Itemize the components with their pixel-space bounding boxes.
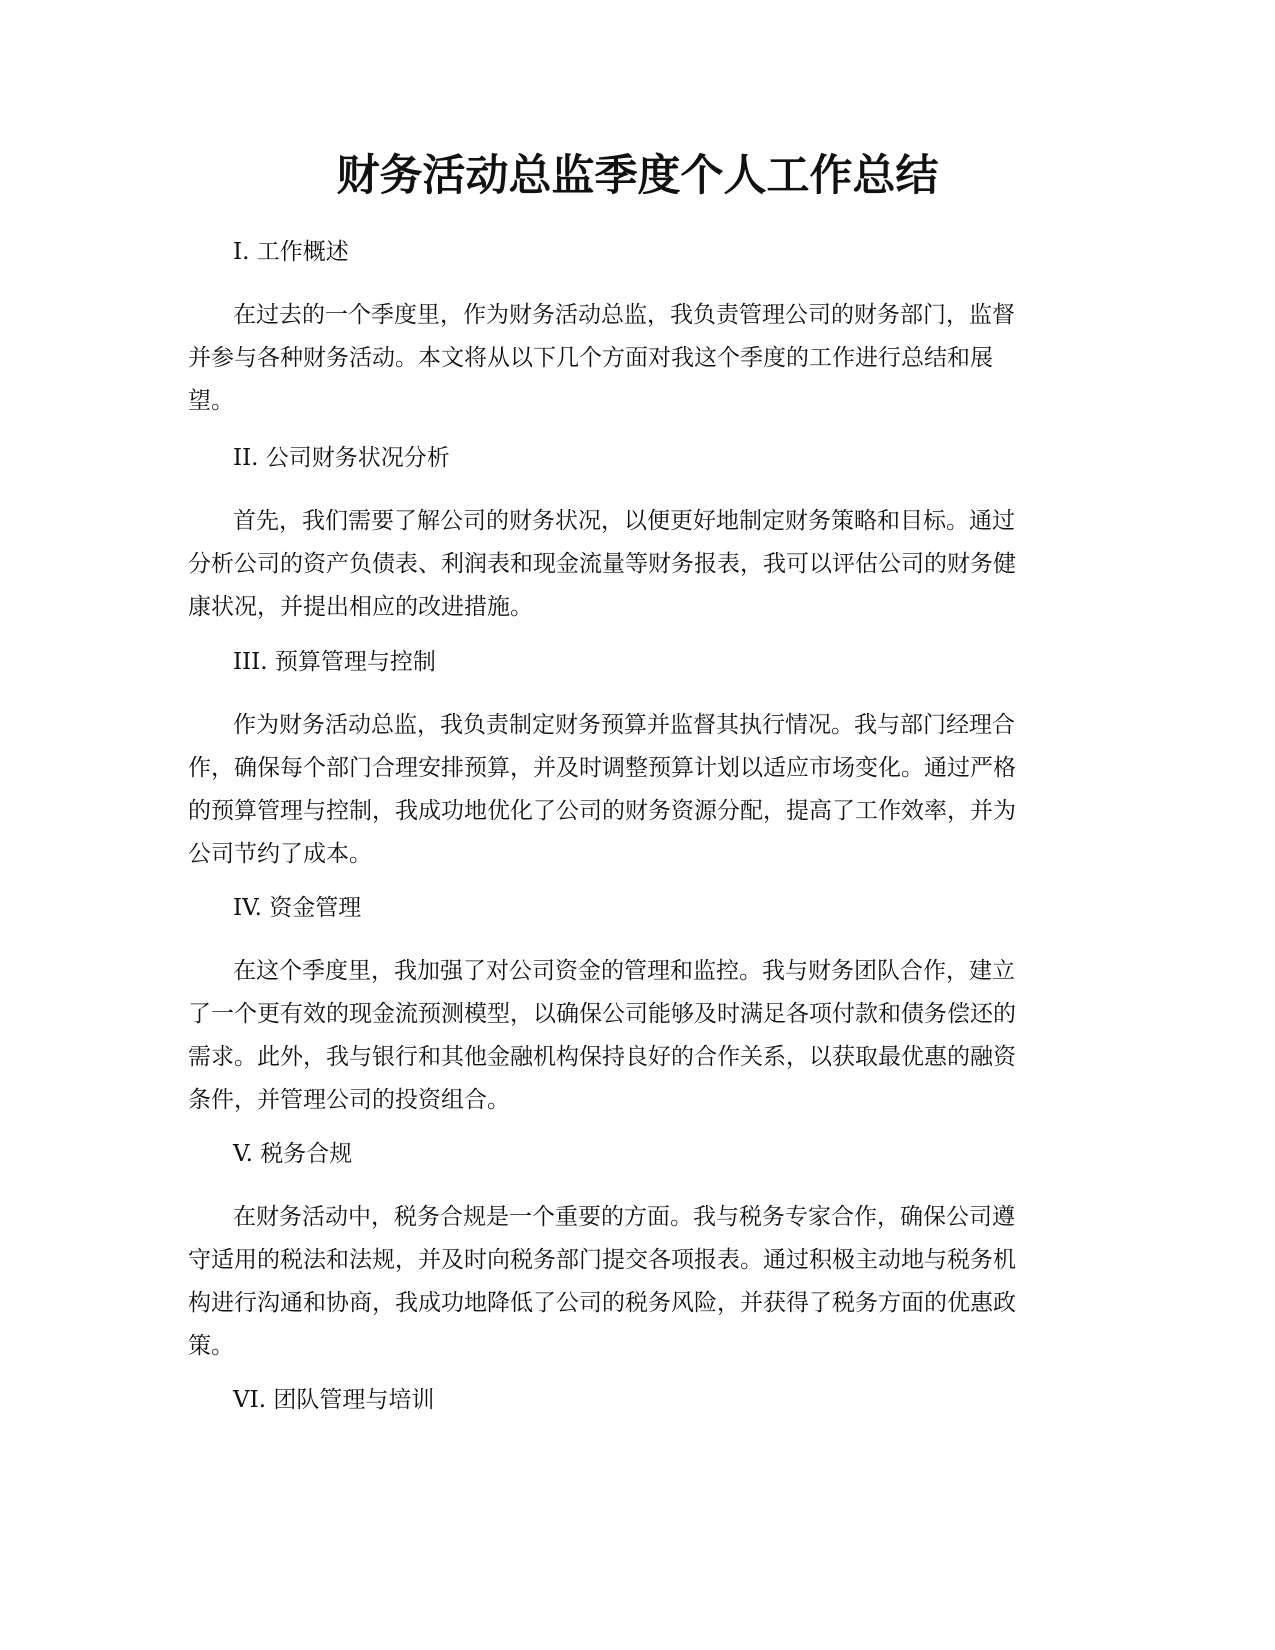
paragraph-line: 了一个更有效的现金流预测模型，以确保公司能够及时满足各项付款和债务偿还的 [188,1001,1016,1027]
section-heading: I. 工作概述 [233,239,349,265]
paragraph-line: 构进行沟通和协商，我成功地降低了公司的税务风险，并获得了税务方面的优惠政 [188,1290,1016,1316]
paragraph-line: 条件，并管理公司的投资组合。 [188,1087,510,1113]
section-heading: VI. 团队管理与培训 [233,1387,435,1413]
paragraph-line: 在过去的一个季度里，作为财务活动总监，我负责管理公司的财务部门，监督 [233,302,1015,328]
section-heading: IV. 资金管理 [233,895,362,921]
section-paragraph [188,1196,1088,1368]
paragraph-line: 康状况，并提出相应的改进措施。 [188,594,533,620]
paragraph-line: 的预算管理与控制，我成功地优化了公司的财务资源分配，提高了工作效率，并为 [188,798,1016,824]
section-heading: III. 预算管理与控制 [233,649,436,675]
paragraph-line: 守适用的税法和法规，并及时向税务部门提交各项报表。通过积极主动地与税务机 [188,1247,1016,1273]
paragraph-line: 作为财务活动总监，我负责制定财务预算并监督其执行情况。我与部门经理合 [233,712,1015,738]
section-heading: II. 公司财务状况分析 [233,445,450,471]
document-title: 财务活动总监季度个人工作总结 [336,151,939,201]
paragraph-line: 并参与各种财务活动。本文将从以下几个方面对我这个季度的工作进行总结和展 [188,345,993,371]
section-paragraph [188,950,1088,1122]
paragraph-line: 需求。此外，我与银行和其他金融机构保持良好的合作关系，以获取最优惠的融资 [188,1044,1016,1070]
paragraph-line: 作，确保每个部门合理安排预算，并及时调整预算计划以适应市场变化。通过严格 [188,755,1016,781]
paragraph-line: 公司节约了成本。 [188,841,372,867]
section-paragraph [188,704,1088,876]
section-paragraph [188,500,1088,629]
paragraph-line: 分析公司的资产负债表、利润表和现金流量等财务报表，我可以评估公司的财务健 [188,551,1016,577]
paragraph-line: 在这个季度里，我加强了对公司资金的管理和监控。我与财务团队合作，建立 [233,958,1015,984]
paragraph-line: 策。 [188,1333,234,1359]
paragraph-line: 望。 [188,388,234,414]
section-heading: V. 税务合规 [233,1141,353,1167]
paragraph-line: 在财务活动中，税务合规是一个重要的方面。我与税务专家合作，确保公司遵 [233,1204,1015,1230]
section-paragraph [188,294,1088,423]
paragraph-line: 首先，我们需要了解公司的财务状况，以便更好地制定财务策略和目标。通过 [233,508,1015,534]
